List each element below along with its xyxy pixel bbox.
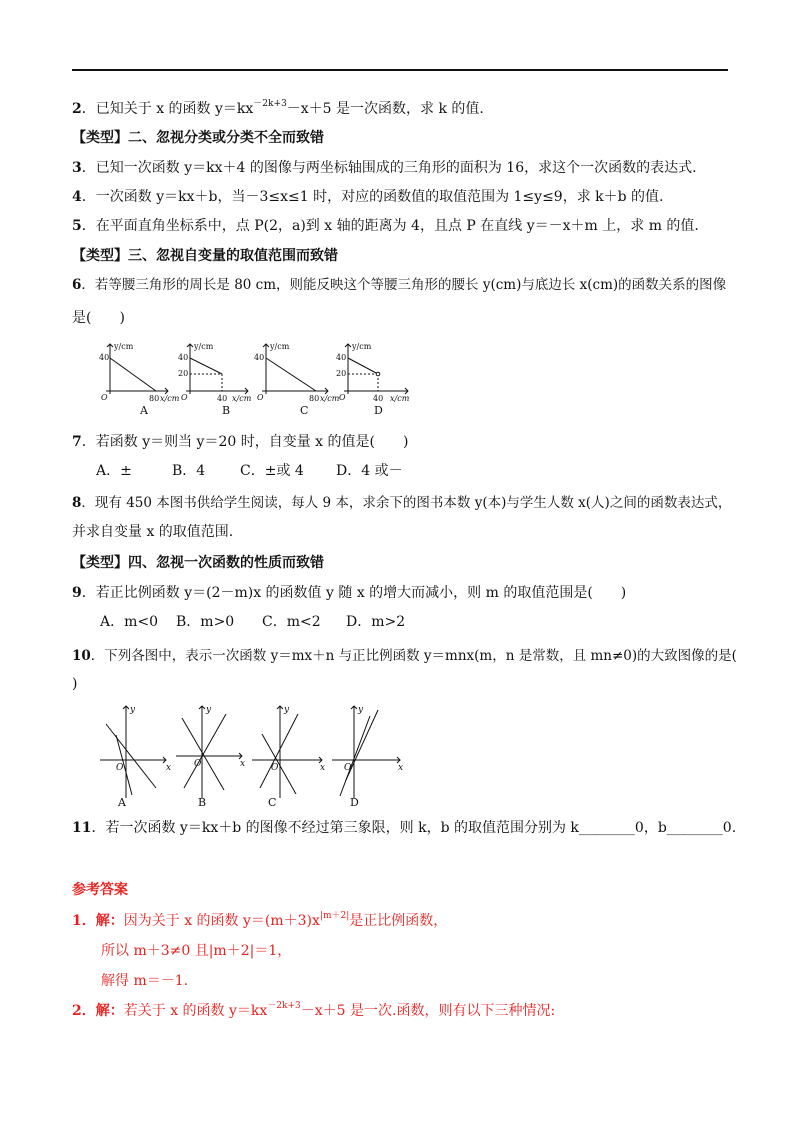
svg-text:40: 40 <box>254 353 265 362</box>
svg-text:O: O <box>116 763 124 773</box>
header-rule <box>72 69 728 71</box>
answer-1-line3: 解得 m＝－1. <box>101 973 189 989</box>
q7-option-d: D．4 或－ <box>336 463 403 479</box>
svg-text:x: x <box>240 759 246 769</box>
q10-graph-b <box>176 706 242 798</box>
svg-text:y: y <box>130 705 136 715</box>
q7-option-c: C．±或 4 <box>240 463 304 479</box>
question-4: 4．一次函数 y＝kx＋b，当－3≤x≤1 时，对应的函数值的取值范围为 1≤y≤9，求 k＋b 的值. <box>72 189 664 205</box>
question-8-line2: 并求自变量 x 的取值范围. <box>72 524 234 540</box>
svg-text:y/cm: y/cm <box>114 342 134 351</box>
svg-text:A: A <box>118 796 126 809</box>
svg-text:O: O <box>181 393 188 402</box>
q9-option-c: C．m<2 <box>262 614 321 630</box>
answer-1-line2: 所以 m＋3≠0 且|m＋2|＝1， <box>101 943 292 959</box>
svg-text:y: y <box>358 705 364 715</box>
section-heading-4: 【类型】四、忽视一次函数的性质而致错 <box>72 555 324 571</box>
question-10: 10．下列各图中，表示一次函数 y＝mx＋n 与正比例函数 y＝mnx(m，n 是常数，且 mn≠0)的大致图像的是( <box>72 648 737 664</box>
svg-text:O: O <box>339 393 346 402</box>
svg-text:y/cm: y/cm <box>270 342 290 351</box>
graph-a <box>106 344 168 394</box>
svg-text:40: 40 <box>217 394 228 403</box>
answer-2: 2．解：若关于 x 的函数 $y=kx^{-2k+3}-x+5$ 是一次.函数，则有以下三种情况: <box>72 1001 556 1019</box>
svg-text:B: B <box>222 404 231 417</box>
svg-text:C: C <box>268 796 277 809</box>
svg-text:x/cm: x/cm <box>160 394 180 403</box>
q6-graphs <box>96 338 416 418</box>
q7-option-a: A．± <box>96 463 132 479</box>
section-heading-3: 【类型】三、忽视自变量的取值范围而致错 <box>72 248 338 264</box>
svg-text:20: 20 <box>178 369 189 378</box>
q7-option-b: B．4 <box>172 463 206 479</box>
graph-c <box>262 344 328 394</box>
question-2: 2．已知关于 x 的函数 $y=kx^{-2k+3}-x+5$ 是一次函数，求 k 的值. <box>72 99 484 117</box>
question-6-line2: 是( ) <box>72 310 125 326</box>
svg-text:x: x <box>398 763 404 773</box>
svg-text:O: O <box>257 393 264 402</box>
q10-graph-d <box>332 706 400 798</box>
graph-d <box>344 344 408 394</box>
answer-1: 1．解：因为关于 x 的函数 $y=(m+3)x^{|m+2|}$是正比例函数， <box>72 911 448 929</box>
svg-text:x/cm: x/cm <box>390 394 410 403</box>
q9-option-b: B．m>0 <box>176 614 235 630</box>
question-10-line2: ) <box>72 676 78 692</box>
svg-text:y/cm: y/cm <box>352 342 372 351</box>
question-9: 9．若正比例函数 y＝(2－m)x 的函数值 y 随 x 的增大而减小，则 m 的取值范围是( ) <box>72 585 627 601</box>
q10-graphs <box>96 700 416 812</box>
svg-text:D: D <box>374 404 383 417</box>
question-5: 5．在平面直角坐标系中，点 P(2，a)到 x 轴的距离为 4，且点 P 在直线 y＝－x＋m 上，求 m 的值. <box>72 218 699 234</box>
svg-text:x/cm: x/cm <box>232 394 252 403</box>
svg-text:y: y <box>206 705 212 715</box>
q10-graph-a <box>100 706 166 798</box>
svg-text:B: B <box>198 796 207 809</box>
svg-text:20: 20 <box>336 369 347 378</box>
question-11: 11．若一次函数 y＝kx＋b 的图像不经过第三象限，则 k，b 的取值范围分别为 k________0，b________0. <box>72 820 737 836</box>
svg-text:40: 40 <box>99 353 110 362</box>
svg-text:80: 80 <box>149 394 160 403</box>
question-8: 8．现有 450 本图书供给学生阅读，每人 9 本，求余下的图书本数 y(本)与学生人数 x(人)之间的函数表达式， <box>72 495 732 511</box>
svg-text:40: 40 <box>336 353 347 362</box>
svg-text:y: y <box>284 705 290 715</box>
svg-text:x: x <box>166 763 172 773</box>
svg-text:40: 40 <box>178 353 189 362</box>
svg-text:C: C <box>300 404 309 417</box>
graph-b <box>186 344 248 394</box>
question-6: 6．若等腰三角形的周长是 80 cm，则能反映这个等腰三角形的腰长 y(cm)与底边长 x(cm)的函数关系的图像 <box>72 277 727 293</box>
svg-text:O: O <box>101 393 108 402</box>
svg-text:40: 40 <box>373 394 384 403</box>
answers-title: 参考答案 <box>72 882 128 898</box>
q10-graph-c <box>252 706 322 798</box>
svg-text:A: A <box>140 404 148 417</box>
svg-text:x: x <box>320 763 326 773</box>
section-heading-2: 【类型】二、忽视分类或分类不全而致错 <box>72 130 324 146</box>
question-3: 3．已知一次函数 y＝kx＋4 的图像与两坐标轴围成的三角形的面积为 16，求这个一次函数的表达式. <box>72 160 697 176</box>
svg-text:D: D <box>350 796 359 809</box>
svg-text:80: 80 <box>309 394 320 403</box>
svg-text:O: O <box>194 759 202 769</box>
q9-option-a: A．m<0 <box>100 614 159 630</box>
svg-text:O: O <box>344 763 352 773</box>
svg-text:x/cm: x/cm <box>320 394 340 403</box>
svg-text:y/cm: y/cm <box>194 342 214 351</box>
question-7: 7．若函数 y＝则当 y＝20 时，自变量 x 的值是( ) <box>72 434 409 450</box>
q9-option-d: D．m>2 <box>346 614 406 630</box>
svg-text:O: O <box>271 763 279 773</box>
